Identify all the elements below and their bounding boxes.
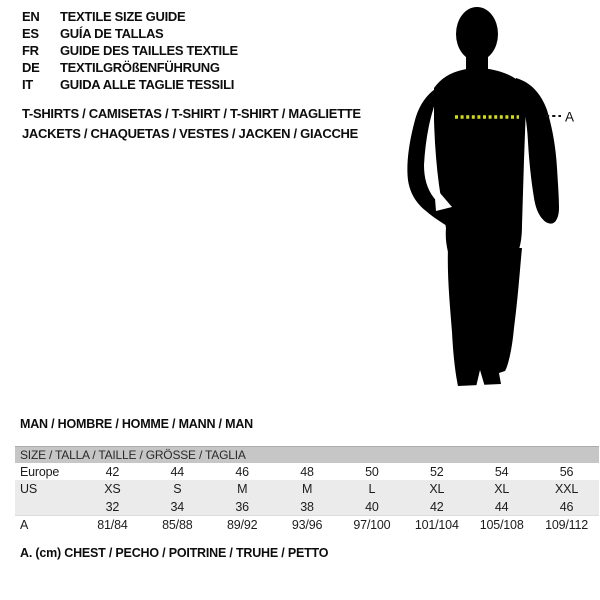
size-cell: L	[368, 482, 376, 496]
silhouette-legs	[448, 248, 522, 386]
lang-label: TEXTILGRÖßENFÜHRUNG	[60, 60, 220, 75]
table-row-chest-measure	[15, 515, 599, 533]
size-cell: XL	[494, 482, 510, 496]
size-cell: 81/84	[97, 517, 128, 532]
size-cell: 97/100	[353, 517, 391, 532]
lang-row-it	[22, 76, 238, 93]
lang-label: GUÍA DE TALLAS	[60, 26, 164, 41]
man-silhouette-figure	[400, 0, 580, 400]
lang-code: ES	[22, 26, 39, 41]
table-row-europe	[15, 463, 599, 480]
size-cell: S	[173, 482, 182, 496]
size-cell: XXL	[555, 482, 579, 496]
section-heading: MAN / HOMBRE / HOMME / MANN / MAN	[20, 417, 253, 431]
table-row-numeric	[15, 498, 599, 515]
size-cell: 89/92	[227, 517, 258, 532]
lang-code: IT	[22, 77, 33, 92]
size-cell: 85/88	[162, 517, 193, 532]
lang-row-de	[22, 59, 238, 76]
size-cell: XS	[104, 482, 121, 496]
size-table	[15, 446, 599, 533]
size-cell: 44	[494, 499, 509, 514]
size-cell: 46	[235, 464, 249, 479]
lang-code: DE	[22, 60, 40, 75]
row-label: Europe	[20, 464, 60, 479]
size-cell: 56	[559, 464, 574, 479]
size-cell: 34	[170, 499, 185, 514]
size-cell: 46	[559, 499, 574, 514]
row-label: A	[20, 517, 29, 532]
size-cell: 32	[105, 499, 120, 514]
size-cell: 93/96	[291, 517, 323, 532]
size-cell: 40	[365, 499, 379, 514]
row-label: US	[20, 482, 37, 496]
size-cell: 36	[235, 499, 249, 514]
lang-code: FR	[22, 43, 39, 58]
size-cell: M	[301, 482, 313, 496]
lang-row-es	[22, 25, 238, 42]
size-cell: 54	[494, 464, 509, 479]
size-cell: 44	[170, 464, 185, 479]
silhouette-right-hand	[541, 199, 557, 223]
size-cell: 48	[300, 464, 314, 479]
size-cell: 101/104	[414, 517, 459, 532]
size-cell: 105/108	[479, 517, 524, 532]
size-cell: 42	[105, 464, 120, 479]
size-cell: 38	[300, 499, 314, 514]
category-line-jackets: JACKETS / CHAQUETAS / VESTES / JACKEN / GIACCHE	[22, 126, 358, 141]
size-cell: 52	[430, 464, 444, 479]
table-row-us	[15, 480, 599, 498]
lang-code: EN	[22, 9, 40, 24]
category-line-tshirts: T-SHIRTS / CAMISETAS / T-SHIRT / T-SHIRT / MAGLIETTE	[22, 106, 361, 121]
lang-label: GUIDA ALLE TAGLIE TESSILI	[60, 77, 235, 92]
lang-label: GUIDE DES TAILLES TEXTILE	[60, 43, 238, 58]
measurement-footnote: A. (cm) CHEST / PECHO / POITRINE / TRUHE / PETTO	[20, 546, 329, 560]
lang-row-fr	[22, 42, 238, 59]
size-cell: 42	[430, 499, 444, 514]
size-cell: 50	[365, 464, 379, 479]
size-cell: XL	[429, 482, 445, 496]
size-cell: M	[237, 482, 248, 496]
language-guide-list	[22, 8, 238, 93]
measurement-label: A	[565, 109, 575, 125]
product-categories	[22, 104, 361, 144]
size-cell: 109/112	[545, 517, 588, 532]
size-table-header: SIZE / TALLA / TAILLE / GRÖSSE / TAGLIA	[15, 446, 599, 463]
lang-label: TEXTILE SIZE GUIDE	[60, 9, 186, 24]
lang-row-en	[22, 8, 238, 25]
